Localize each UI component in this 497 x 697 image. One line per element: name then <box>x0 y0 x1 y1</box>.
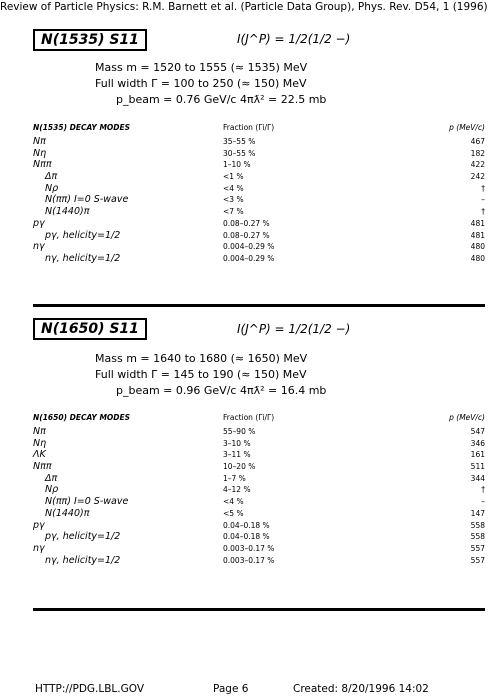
footer-url: HTTP://PDG.LBL.GOV <box>35 683 145 695</box>
section-divider <box>33 608 485 611</box>
decay-fraction: <4 % <box>223 497 244 507</box>
decay-fraction: 3–10 % <box>223 438 251 448</box>
table-row <box>33 555 485 567</box>
decay-mode: nγ, helicity=1/2 <box>45 252 121 264</box>
table-row <box>33 206 485 218</box>
decay-fraction: 0.08–0.27 % <box>223 230 270 240</box>
decay-mode: Nππ <box>33 159 52 171</box>
section-divider <box>33 304 485 307</box>
pbeam-line: p_beam = 0.76 GeV/c 4πƛ² = 22.5 mb <box>116 93 327 106</box>
decay-fraction: <4 % <box>223 183 244 193</box>
decay-mode: pγ, helicity=1/2 <box>45 531 121 543</box>
table-row <box>33 183 485 195</box>
pbeam-line: p_beam = 0.96 GeV/c 4πƛ² = 16.4 mb <box>116 384 327 397</box>
footer-page: Page 6 <box>213 683 249 695</box>
decay-rows <box>33 136 485 265</box>
decay-mode: Δπ <box>45 171 58 183</box>
decay-fraction: <7 % <box>223 207 244 217</box>
table-row <box>33 218 485 230</box>
decay-fraction: 55–90 % <box>223 427 256 436</box>
decay-mode: Nη <box>33 437 47 449</box>
decay-mode: N(1440)π <box>45 507 90 519</box>
decay-fraction: <3 % <box>223 195 244 205</box>
decay-mode: nγ, helicity=1/2 <box>45 554 121 566</box>
modes-heading: N(1650) DECAY MODES <box>33 413 131 422</box>
decay-fraction: 4–12 % <box>223 485 251 495</box>
table-row <box>33 508 485 520</box>
decay-momentum: – <box>481 497 485 507</box>
decay-mode: nγ <box>33 241 45 253</box>
decay-fraction: 1–7 % <box>223 473 246 483</box>
decay-fraction: 30–55 % <box>223 148 256 158</box>
table-row <box>33 496 485 508</box>
decay-momentum: 558 <box>470 520 485 530</box>
decay-mode: Nη <box>33 147 47 159</box>
decay-momentum: 481 <box>470 230 485 240</box>
decay-fraction: 1–10 % <box>223 160 251 170</box>
quantum-numbers: I(J^P) = 1/2(1/2 −) <box>237 322 351 336</box>
decay-fraction: 0.003–0.17 % <box>223 543 275 553</box>
momentum-heading: p (MeV/c) <box>449 123 485 132</box>
decay-mode: Nππ <box>33 461 52 473</box>
decay-momentum: † <box>481 207 485 217</box>
quantum-numbers: I(J^P) = 1/2(1/2 −) <box>237 32 351 46</box>
decay-fraction: 10–20 % <box>223 462 256 472</box>
decay-mode: N(ππ) I=0 S-wave <box>45 496 129 508</box>
decay-mode: nγ <box>33 542 45 554</box>
decay-momentum: 242 <box>470 172 485 182</box>
table-row <box>33 449 485 461</box>
decay-fraction: 0.003–0.17 % <box>223 555 275 565</box>
decay-mode: Nρ <box>45 182 59 194</box>
table-row <box>33 531 485 543</box>
decay-mode: pγ <box>33 217 45 229</box>
decay-momentum: 547 <box>470 427 485 436</box>
decay-mode: Nπ <box>33 136 46 147</box>
decay-momentum: 557 <box>470 555 485 565</box>
decay-momentum: – <box>481 195 485 205</box>
decay-mode: ΛK <box>33 449 46 461</box>
decay-momentum: 346 <box>470 438 485 448</box>
decay-momentum: 422 <box>470 160 485 170</box>
decay-momentum: 481 <box>470 218 485 228</box>
table-row <box>33 230 485 242</box>
decay-momentum: 161 <box>470 450 485 460</box>
decay-momentum: 557 <box>470 543 485 553</box>
table-row <box>33 520 485 532</box>
decay-fraction: <5 % <box>223 508 244 518</box>
table-header <box>33 120 485 136</box>
decay-fraction: 0.004–0.29 % <box>223 253 275 263</box>
decay-mode: Nρ <box>45 484 59 496</box>
decay-fraction: <1 % <box>223 172 244 182</box>
mass-line: Mass m = 1520 to 1555 (≈ 1535) MeV <box>95 61 308 74</box>
width-line: Full width Γ = 100 to 250 (≈ 150) MeV <box>95 77 307 90</box>
decay-momentum: 147 <box>470 508 485 518</box>
decay-momentum: 182 <box>470 148 485 158</box>
running-header: Review of Particle Physics: R.M. Barnett et al. (Particle Data Group), Phys. Rev. D54, 1 (1996) <box>0 1 488 13</box>
decay-fraction: 0.004–0.29 % <box>223 242 275 252</box>
decay-momentum: † <box>481 183 485 193</box>
decay-fraction: 0.04–0.18 % <box>223 520 270 530</box>
decay-momentum: 344 <box>470 473 485 483</box>
table-row <box>33 171 485 183</box>
mass-line: Mass m = 1640 to 1680 (≈ 1650) MeV <box>95 352 308 365</box>
footer-created: Created: 8/20/1996 14:02 <box>293 683 429 695</box>
decay-rows <box>33 426 485 566</box>
decay-fraction: 3–11 % <box>223 450 251 460</box>
table-row <box>33 159 485 171</box>
decay-momentum: 511 <box>470 462 485 472</box>
particle-title: N(1650) S11 <box>33 318 147 340</box>
fraction-heading: Fraction (Γi/Γ) <box>223 413 275 422</box>
particle-title: N(1535) S11 <box>33 29 147 51</box>
table-row <box>33 253 485 265</box>
decay-momentum: 467 <box>470 137 485 146</box>
table-row <box>33 438 485 450</box>
decay-fraction: 0.08–0.27 % <box>223 218 270 228</box>
decay-mode: N(1440)π <box>45 206 90 218</box>
decay-momentum: 480 <box>470 242 485 252</box>
decay-mode: Δπ <box>45 472 58 484</box>
decay-momentum: † <box>481 485 485 495</box>
table-row <box>33 543 485 555</box>
decay-mode: pγ, helicity=1/2 <box>45 229 121 241</box>
table-row <box>33 473 485 485</box>
fraction-heading: Fraction (Γi/Γ) <box>223 123 275 132</box>
table-header <box>33 410 485 426</box>
decay-table <box>33 410 485 566</box>
width-line: Full width Γ = 145 to 190 (≈ 150) MeV <box>95 368 307 381</box>
decay-mode: Nπ <box>33 426 46 437</box>
table-row <box>33 461 485 473</box>
decay-table <box>33 120 485 265</box>
decay-mode: pγ <box>33 519 45 531</box>
momentum-heading: p (MeV/c) <box>449 413 485 422</box>
table-row <box>33 484 485 496</box>
table-row <box>33 148 485 160</box>
table-row <box>33 136 485 148</box>
decay-momentum: 558 <box>470 532 485 542</box>
decay-momentum: 480 <box>470 253 485 263</box>
decay-fraction: 35–55 % <box>223 137 256 146</box>
table-row <box>33 426 485 438</box>
modes-heading: N(1535) DECAY MODES <box>33 123 131 132</box>
decay-mode: N(ππ) I=0 S-wave <box>45 194 129 206</box>
table-row <box>33 241 485 253</box>
decay-fraction: 0.04–0.18 % <box>223 532 270 542</box>
table-row <box>33 194 485 206</box>
